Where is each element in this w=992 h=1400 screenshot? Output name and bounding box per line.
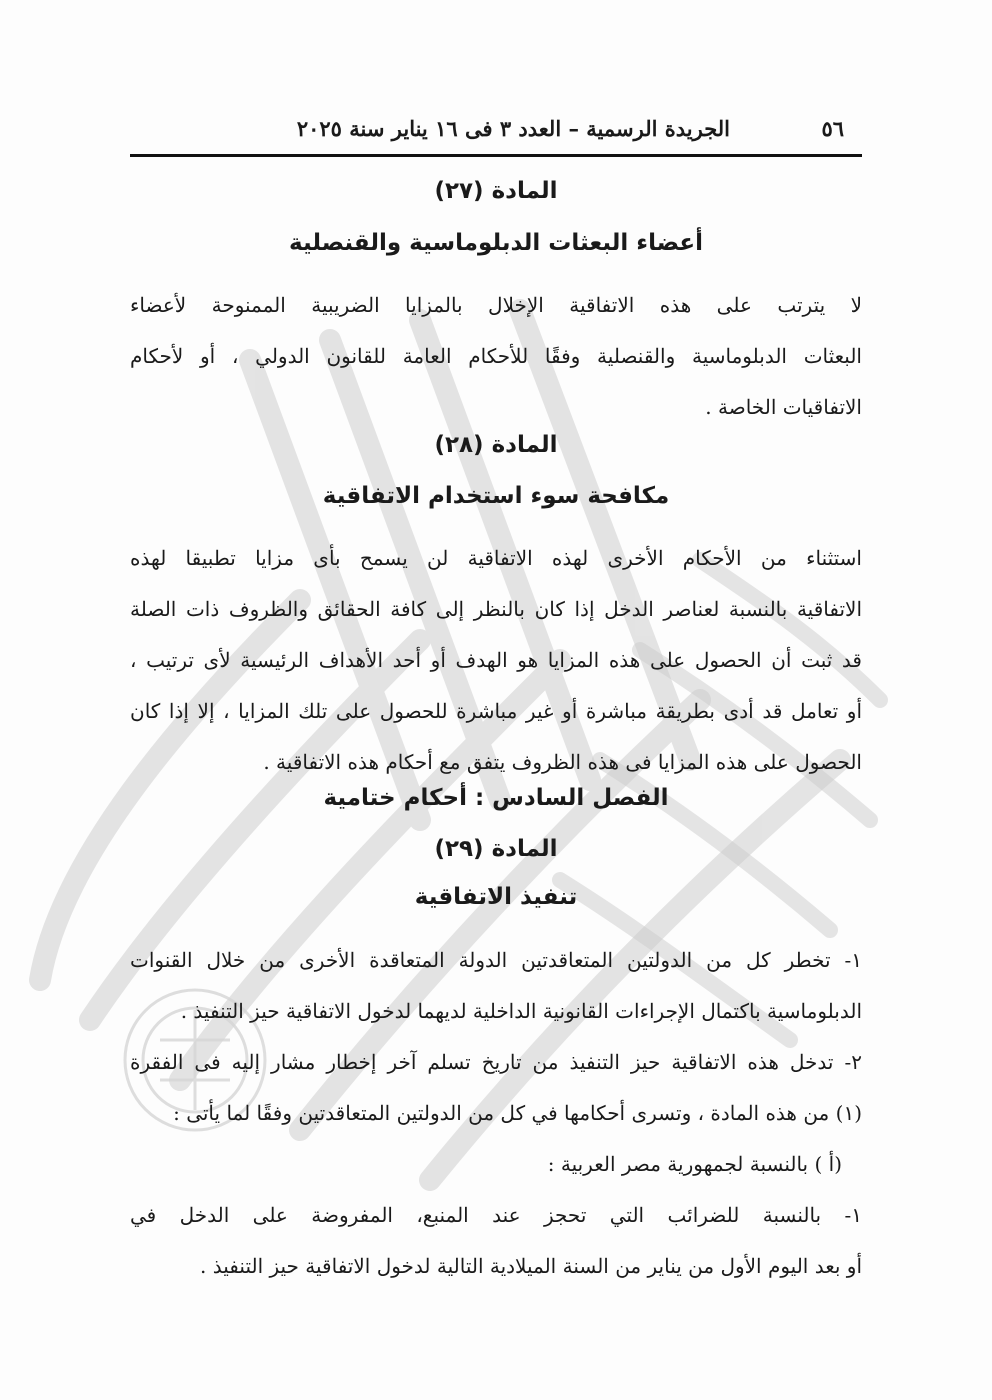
article-29-line: ١- بالنسبة للضرائب التي تحجز عند المنبع، المفروضة على الدخل في — [130, 1203, 862, 1227]
article-29-line: الدبلوماسية باكتمال الإجراءات القانونية الداخلية لديهما لدخول الاتفاقية حيز التنفيذ . — [180, 999, 862, 1023]
article-28-line: الاتفاقية بالنسبة لعناصر الدخل إذا كان بالنظر إلى كافة الحقائق والظروف ذات الصلة — [130, 597, 862, 621]
article-27-title: أعضاء البعثات الدبلوماسية والقنصلية — [289, 230, 703, 256]
article-28-title: مكافحة سوء استخدام الاتفاقية — [322, 483, 670, 509]
article-29-line: (١) من هذه المادة ، وتسرى أحكامها في كل من الدولتين المتعاقدتين وفقًا لما يأتى : — [173, 1101, 862, 1125]
article-27-text — [130, 280, 862, 433]
article-28-text — [130, 533, 862, 788]
article-27-number: المادة (٢٧) — [434, 178, 558, 204]
article-29-line: ٢- تدخل هذه الاتفاقية حيز التنفيذ من تاريخ تسلم آخر إخطار مشار إليه فى الفقرة — [130, 1050, 862, 1074]
article-29-line: ١- تخطر كل من الدولتين المتعاقدتين الدولة المتعاقدة الأخرى من خلال القنوات — [130, 948, 862, 972]
article-28-line: أو تعامل قد أدى بطريقة مباشرة أو غير مباشرة للحصول على تلك المزايا ، إلا إذا كان — [130, 699, 862, 723]
header-divider — [130, 154, 862, 157]
article-29-line: (أ ) بالنسبة لجمهورية مصر العربية : — [547, 1152, 842, 1176]
article-28-line: استثناء من الأحكام الأخرى لهذه الاتفاقية لن يسمح بأى مزايا تطبيقا لهذه — [130, 546, 862, 570]
article-28-line: قد ثبت أن الحصول على هذه المزايا هو الهدف أو أحد الأهداف الرئيسية لأى ترتيب ، — [130, 648, 862, 672]
article-29-text — [130, 935, 862, 1292]
article-27-line: لا يترتب على هذه الاتفاقية الإخلال بالمزايا الضريبية الممنوحة لأعضاء — [130, 293, 862, 317]
article-29-number: المادة (٢٩) — [434, 836, 558, 862]
page-number: ٥٦ — [821, 116, 844, 141]
article-29-line: أو بعد اليوم الأول من يناير من السنة الميلادية التالية لدخول الاتفاقية حيز التنفيذ . — [200, 1254, 862, 1278]
page-header — [130, 112, 862, 152]
article-29-title: تنفيذ الاتفاقية — [414, 884, 578, 910]
article-28-number: المادة (٢٨) — [434, 432, 558, 458]
article-28-line: الحصول على هذه المزايا فى هذه الظروف يتفق مع أحكام هذه الاتفاقية . — [263, 750, 862, 774]
article-27-line: الاتفاقيات الخاصة . — [705, 395, 862, 419]
chapter-6-title: الفصل السادس : أحكام ختامية — [323, 785, 669, 811]
gazette-title: الجريدة الرسمية – العدد ٣ فى ١٦ يناير سنة ٢٠٢٥ — [296, 116, 730, 141]
article-27-line: البعثات الدبلوماسية والقنصلية وفقًا للأحكام العامة للقانون الدولي ، أو لأحكام — [130, 344, 862, 368]
